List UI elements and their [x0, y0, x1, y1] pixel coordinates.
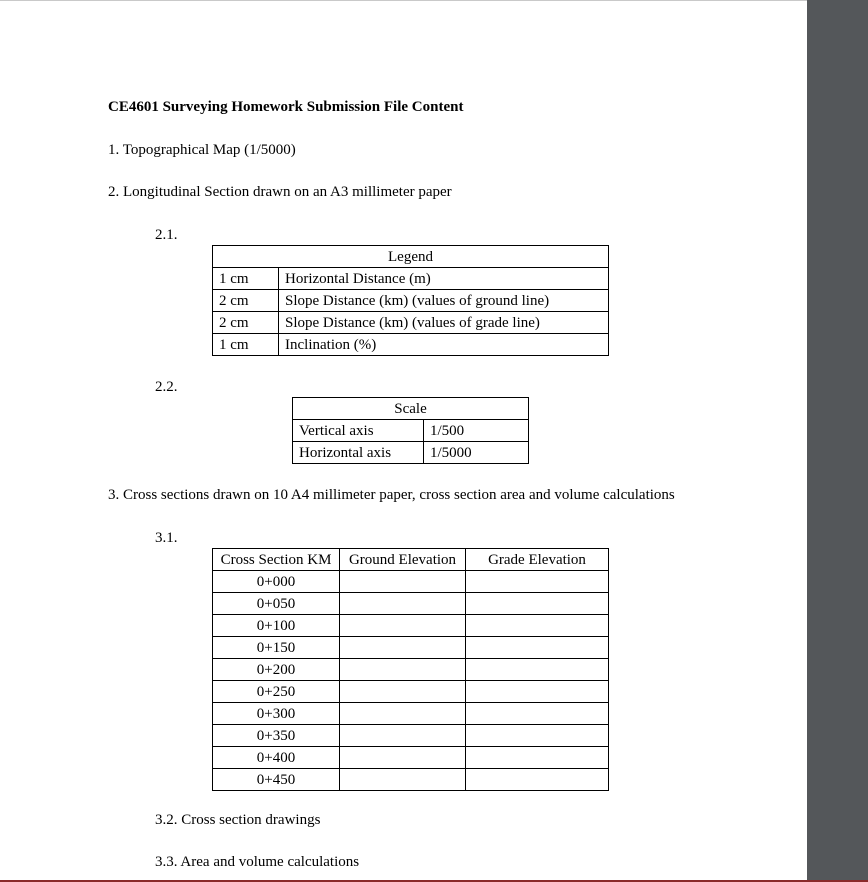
- table-row: [213, 747, 609, 769]
- table-row: [213, 615, 609, 637]
- grade-elevation-cell: [466, 681, 609, 703]
- cross-section-km: 0+050: [213, 593, 340, 615]
- grade-elevation-cell: [466, 747, 609, 769]
- scale-row: [293, 420, 529, 442]
- item-2-2: 2.2.: [155, 379, 178, 395]
- ground-elevation-cell: [340, 703, 466, 725]
- table-row: [213, 703, 609, 725]
- item-3-3: 3.3. Area and volume calculations: [155, 854, 360, 870]
- cross-section-km: 0+350: [213, 725, 340, 747]
- cross-section-km: 0+200: [213, 659, 340, 681]
- scale-value: 1/500: [424, 420, 529, 442]
- scale-header-row: [293, 398, 529, 420]
- scale-label: Horizontal axis: [293, 442, 424, 464]
- legend-desc: Slope Distance (km) (values of grade line): [279, 312, 609, 334]
- grade-elevation-cell: [466, 659, 609, 681]
- cross-section-header-row: [213, 549, 609, 571]
- grade-elevation-cell: [466, 571, 609, 593]
- legend-header: Legend: [213, 246, 609, 268]
- grade-elevation-cell: [466, 725, 609, 747]
- legend-unit: 2 cm: [213, 290, 279, 312]
- table-row: [213, 725, 609, 747]
- ground-elevation-cell: [340, 747, 466, 769]
- table-row: [213, 681, 609, 703]
- ground-elevation-cell: [340, 659, 466, 681]
- ground-elevation-cell: [340, 615, 466, 637]
- legend-row: [213, 290, 609, 312]
- cross-section-km: 0+150: [213, 637, 340, 659]
- grade-elevation-cell: [466, 593, 609, 615]
- grade-elevation-cell: [466, 769, 609, 791]
- cross-section-table: [212, 548, 609, 791]
- ground-elevation-cell: [340, 637, 466, 659]
- column-header: Grade Elevation: [466, 549, 609, 571]
- cross-section-km: 0+250: [213, 681, 340, 703]
- cross-section-km: 0+300: [213, 703, 340, 725]
- ground-elevation-cell: [340, 769, 466, 791]
- viewer-background: [807, 0, 868, 880]
- legend-unit: 1 cm: [213, 334, 279, 356]
- legend-row: [213, 268, 609, 290]
- item-1: 1. Topographical Map (1/5000): [108, 142, 296, 158]
- legend-row: [213, 312, 609, 334]
- legend-table: [212, 245, 609, 356]
- grade-elevation-cell: [466, 703, 609, 725]
- grade-elevation-cell: [466, 615, 609, 637]
- cross-section-km: 0+100: [213, 615, 340, 637]
- item-2-1: 2.1.: [155, 227, 178, 243]
- scale-table: [292, 397, 529, 464]
- grade-elevation-cell: [466, 637, 609, 659]
- scale-value: 1/5000: [424, 442, 529, 464]
- legend-unit: 2 cm: [213, 312, 279, 334]
- table-row: [213, 769, 609, 791]
- legend-desc: Horizontal Distance (m): [279, 268, 609, 290]
- table-row: [213, 593, 609, 615]
- ground-elevation-cell: [340, 593, 466, 615]
- scale-header: Scale: [293, 398, 529, 420]
- cross-section-km: 0+000: [213, 571, 340, 593]
- legend-desc: Slope Distance (km) (values of ground line): [279, 290, 609, 312]
- item-3-1: 3.1.: [155, 530, 178, 546]
- item-3: 3. Cross sections drawn on 10 A4 millimeter paper, cross section area and volume calculations: [108, 487, 675, 503]
- cross-section-km: 0+450: [213, 769, 340, 791]
- ground-elevation-cell: [340, 725, 466, 747]
- table-row: [213, 571, 609, 593]
- ground-elevation-cell: [340, 681, 466, 703]
- scale-label: Vertical axis: [293, 420, 424, 442]
- legend-header-row: [213, 246, 609, 268]
- table-row: [213, 659, 609, 681]
- legend-unit: 1 cm: [213, 268, 279, 290]
- table-row: [213, 637, 609, 659]
- ground-elevation-cell: [340, 571, 466, 593]
- legend-row: [213, 334, 609, 356]
- scale-row: [293, 442, 529, 464]
- cross-section-km: 0+400: [213, 747, 340, 769]
- document-title: CE4601 Surveying Homework Submission File Content: [108, 99, 464, 115]
- column-header: Ground Elevation: [340, 549, 466, 571]
- item-3-2: 3.2. Cross section drawings: [155, 812, 321, 828]
- column-header: Cross Section KM: [213, 549, 340, 571]
- item-2: 2. Longitudinal Section drawn on an A3 millimeter paper: [108, 184, 452, 200]
- legend-desc: Inclination (%): [279, 334, 609, 356]
